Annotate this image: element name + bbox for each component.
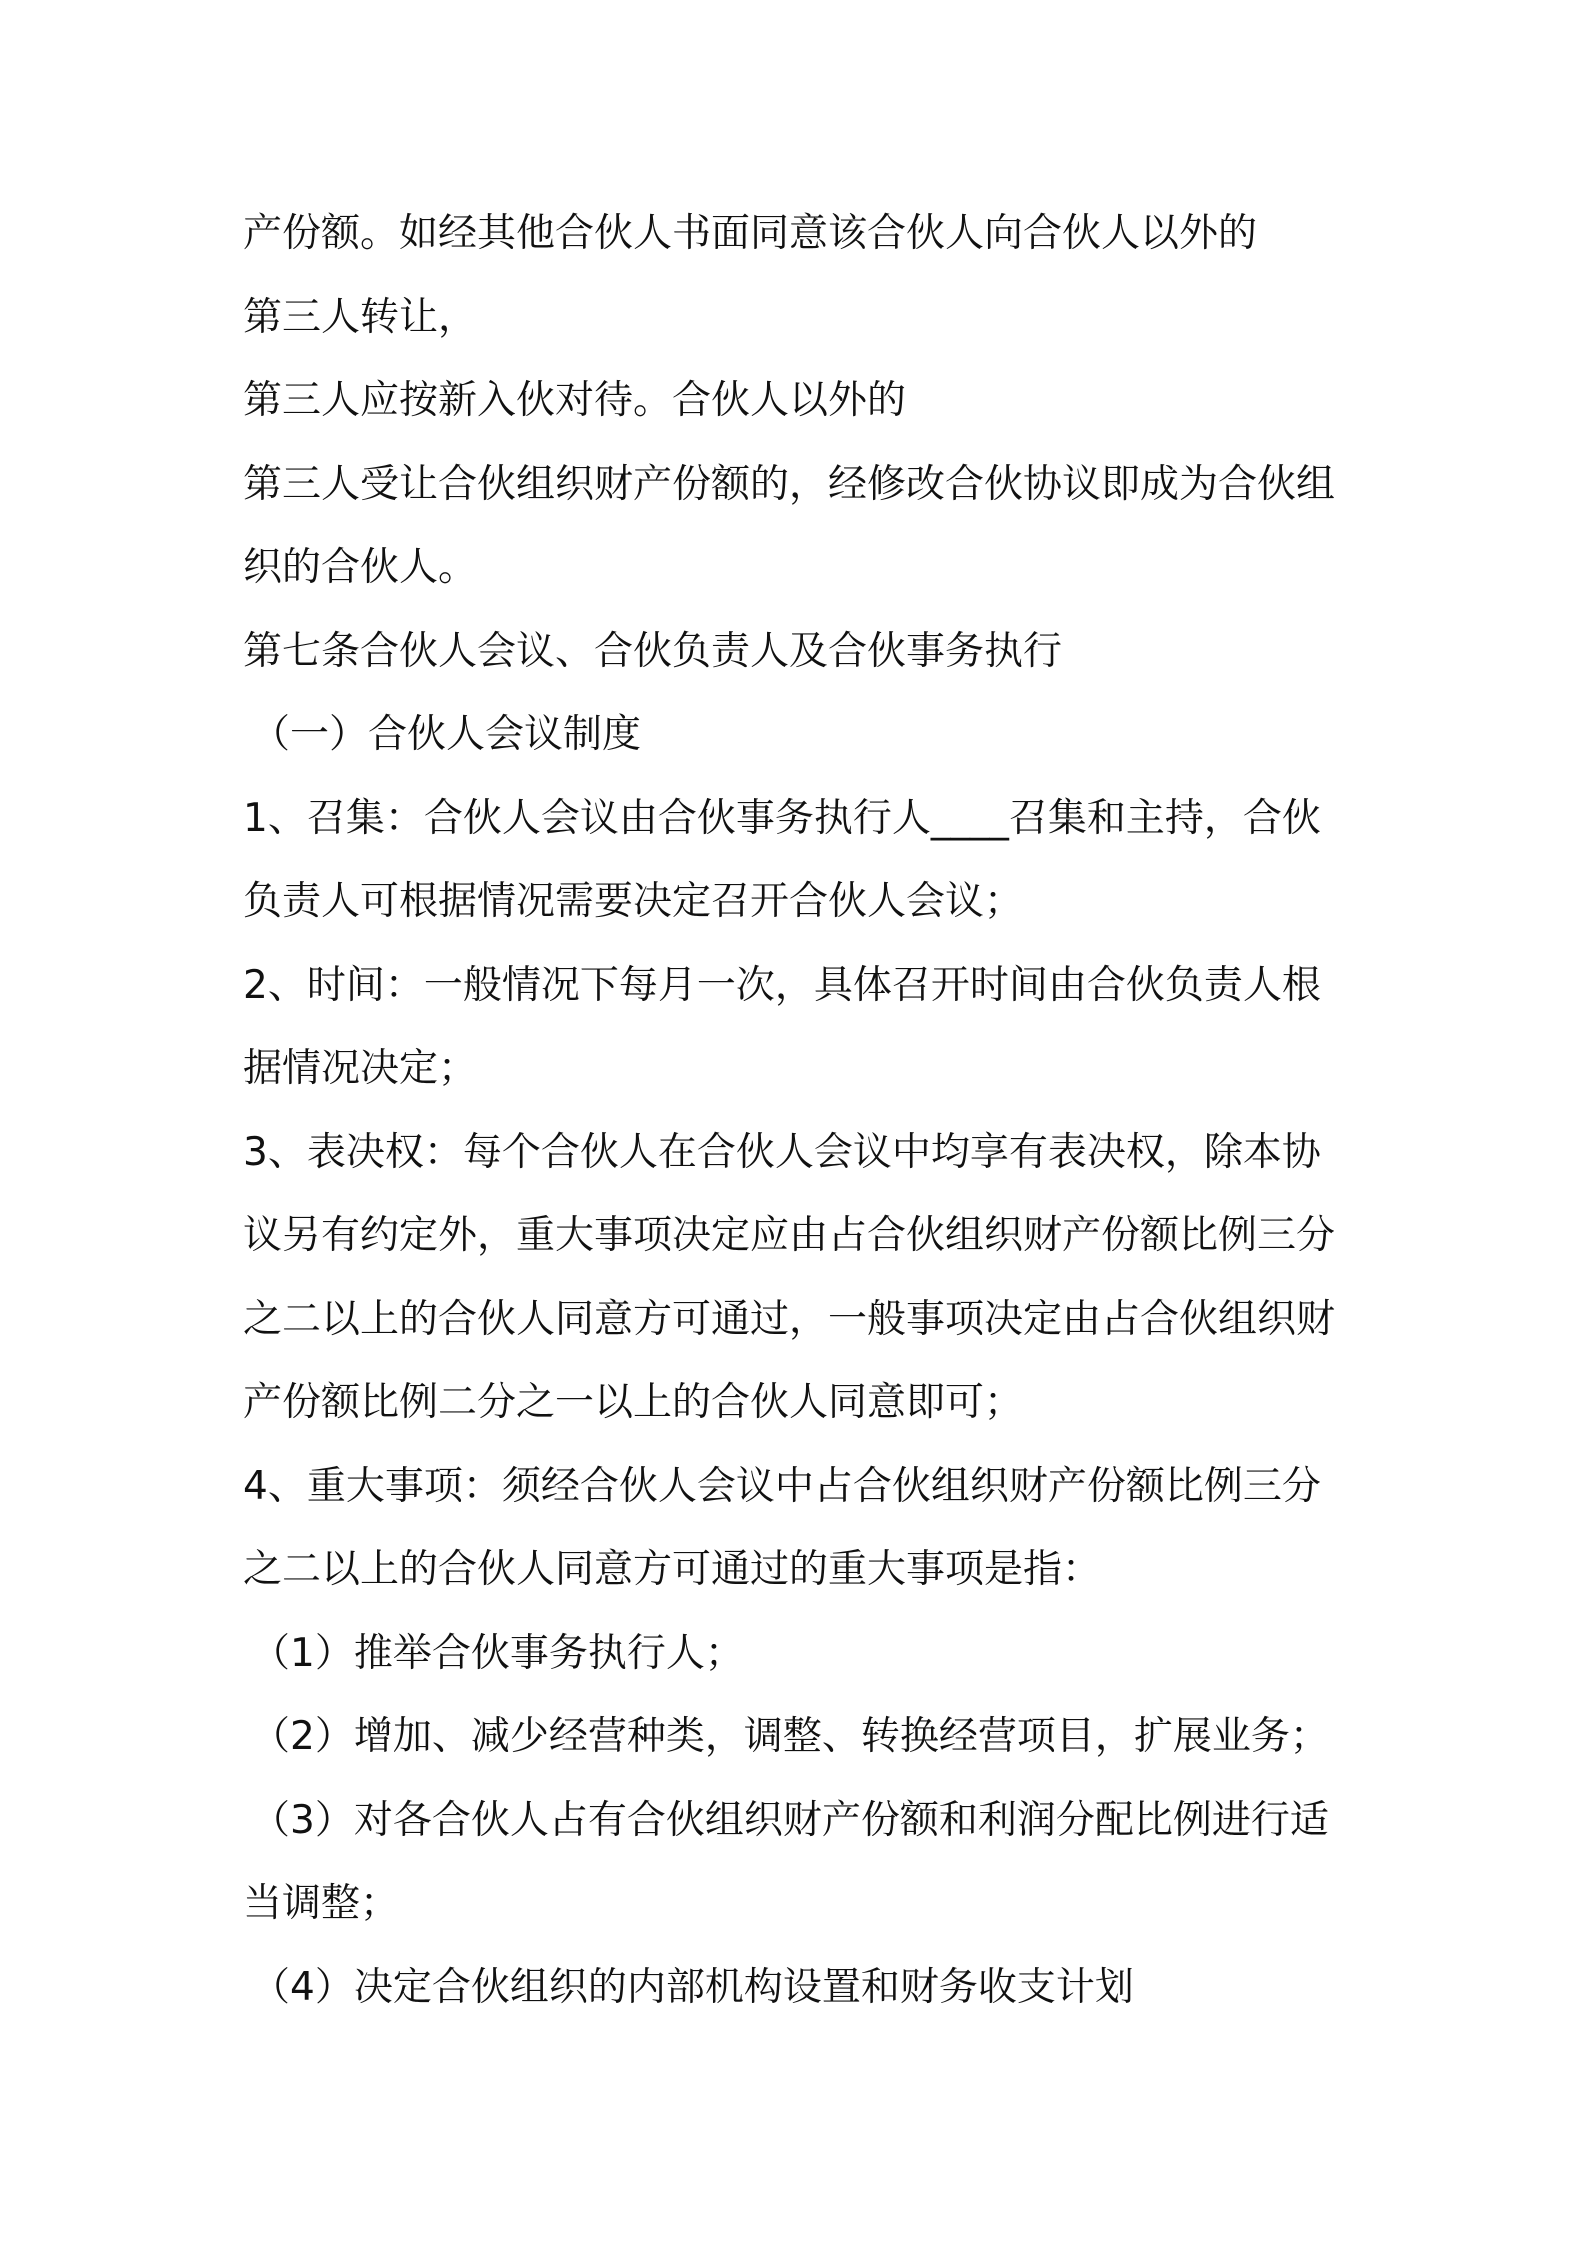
text-line: 之二以上的合伙人同意方可通过的重大事项是指： — [243, 1547, 1102, 1592]
document-body — [243, 192, 1363, 2029]
text-line: 第三人应按新入伙对待。合伙人以外的 — [243, 378, 907, 423]
text-line: 3、表决权：每个合伙人在合伙人会议中均享有表决权，除本协 — [243, 1129, 1321, 1175]
text-line: 产份额比例二分之一以上的合伙人同意即可； — [243, 1380, 1024, 1425]
list-item: （2）增加、减少经营种类，调整、转换经营项目，扩展业务； — [251, 1714, 1329, 1759]
text-line: 议另有约定外，重大事项决定应由占合伙组织财产份额比例三分 — [243, 1213, 1336, 1258]
text-line: 4、重大事项：须经合伙人会议中占合伙组织财产份额比例三分 — [243, 1463, 1321, 1509]
list-item: （4）决定合伙组织的内部机构设置和财务收支计划 — [251, 1964, 1134, 2010]
text-line: 产份额。如经其他合伙人书面同意该合伙人向合伙人以外的 — [243, 211, 1258, 256]
subsection-heading: （一）合伙人会议制度 — [251, 712, 642, 757]
text-line: 织的合伙人。 — [243, 545, 478, 590]
text-line: 第三人受让合伙组织财产份额的，经修改合伙协议即成为合伙组 — [243, 461, 1336, 507]
list-item: （1）推举合伙事务执行人； — [251, 1630, 744, 1676]
section-heading: 第七条合伙人会议、合伙负责人及合伙事务执行 — [243, 628, 1063, 674]
text-line: 2、时间：一般情况下每月一次，具体召开时间由合伙负责人根 — [243, 962, 1321, 1008]
text-line: 负责人可根据情况需要决定召开合伙人会议； — [243, 879, 1024, 924]
text-line: 之二以上的合伙人同意方可通过，一般事项决定由占合伙组织财 — [243, 1296, 1336, 1342]
text-line: 1、召集：合伙人会议由合伙事务执行人____召集和主持，合伙 — [243, 795, 1321, 841]
list-item: （3）对各合伙人占有合伙组织财产份额和利润分配比例进行适 — [251, 1797, 1329, 1843]
text-line: 据情况决定； — [243, 1046, 478, 1091]
text-line: 第三人转让， — [243, 294, 478, 340]
text-line: 当调整； — [243, 1881, 400, 1926]
